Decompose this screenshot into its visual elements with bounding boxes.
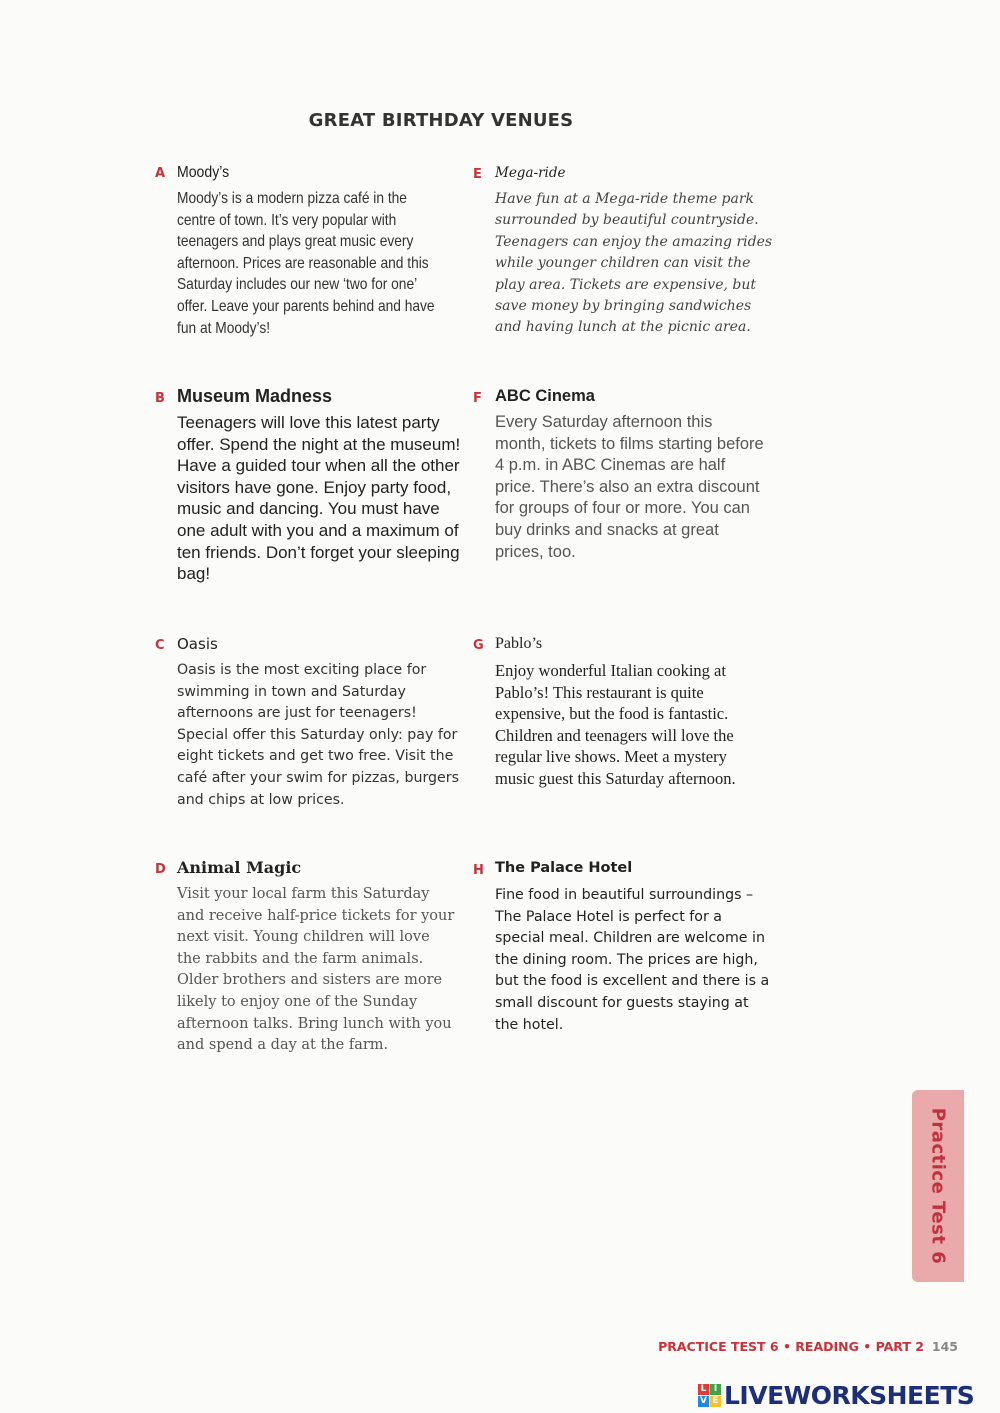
venue-letter: F (473, 391, 482, 406)
venue-description: Have fun at a Mega-ride theme park surrounded by beautiful countryside. Teenagers can enjoy the amazing rides while younger children can visit the play area. Tickets are expensive, but save money by bringing sandwiches and having lunch at the picnic area. (495, 191, 773, 336)
venue-a (155, 164, 465, 354)
venue-f (473, 389, 773, 569)
venue-name: Pablo’s (495, 635, 543, 652)
venue-e (473, 165, 773, 365)
venue-name: Animal Magic (177, 858, 302, 877)
venue-name: The Palace Hotel (495, 860, 633, 876)
venue-name: Mega-ride (495, 165, 566, 181)
venue-h (473, 861, 773, 1041)
logo-mark-icon (698, 1384, 721, 1407)
brand-name: LIVEWORKSHEETS (724, 1380, 975, 1410)
venue-b (155, 386, 465, 609)
liveworksheets-logo[interactable] (698, 1380, 998, 1410)
venue-description: Fine food in beautiful surroundings – The Palace Hotel is perfect for a special meal. Children are welcome in the dining room. The prices are high, but the food is excellent and there is a small discount for guests staying at the hotel. (495, 887, 770, 1033)
venue-name: ABC Cinema (495, 387, 595, 405)
venue-name: Oasis (177, 635, 218, 653)
logo-letter: I (710, 1384, 721, 1395)
venue-letter: G (473, 638, 484, 653)
venue-description: Every Saturday afternoon this month, tickets to films starting before 4 p.m. in ABC Cinemas are half price. There’s also an extra discount for groups of four or more. You can buy drinks and snacks at great prices, too. (495, 413, 764, 561)
page-footer (658, 1339, 958, 1354)
footer-section-label: PRACTICE TEST 6 • READING • PART 2 (658, 1339, 924, 1354)
logo-letter: E (710, 1396, 721, 1407)
venue-g (473, 636, 773, 816)
page-number: 145 (931, 1339, 958, 1354)
venue-letter: E (473, 167, 482, 182)
venue-description: Oasis is the most exciting place for swimming in town and Saturday afternoons are just for teenagers! Special offer this Saturday only: pay for eight tickets and get two free. Visit the café after your swim for pizzas, burgers and chips at low prices. (177, 662, 459, 808)
venue-d (155, 860, 465, 1100)
section-side-tab (912, 1090, 964, 1282)
venue-description: Visit your local farm this Saturday and receive half-price tickets for your next visit. Young children will love the rabbits and the farm animals. Older brothers and sisters are more likely to enjoy one of the Sunday afternoon talks. Bring lunch with you and spend a day at the farm. (177, 886, 455, 1054)
side-tab-label: Practice Test 6 (927, 1107, 949, 1265)
venue-letter: H (473, 863, 484, 878)
logo-letter: V (698, 1396, 709, 1407)
venue-description: Teenagers will love this latest party offer. Spend the night at the museum! Have a guided tour when all the other visitors have gone. Enjoy party food, music and dancing. You must have one adult with you and a maximum of ten friends. Don’t forget your sleeping bag! (177, 413, 461, 584)
venue-letter: A (155, 166, 166, 181)
venue-letter: C (155, 638, 165, 653)
page-title: GREAT BIRTHDAY VENUES (308, 110, 574, 131)
venue-name: Moody’s (177, 164, 230, 181)
venue-c (155, 636, 465, 836)
venue-letter: B (155, 391, 165, 406)
venue-name: Museum Madness (177, 386, 333, 406)
venue-letter: D (155, 862, 166, 877)
venue-description: Moody’s is a modern pizza café in the centre of town. It’s very popular with teenagers and plays great music every afternoon. Prices are reasonable and this Saturday includes our new ‘two for one’ offer. Leave your parents behind and have fun at Moody’s! (177, 190, 435, 337)
venue-description: Enjoy wonderful Italian cooking at Pablo’s! This restaurant is quite expensive, but the food is fantastic. Children and teenagers will love the regular live shows. Meet a mystery music guest this Saturday afternoon. (495, 661, 736, 788)
logo-letter: L (698, 1384, 709, 1395)
